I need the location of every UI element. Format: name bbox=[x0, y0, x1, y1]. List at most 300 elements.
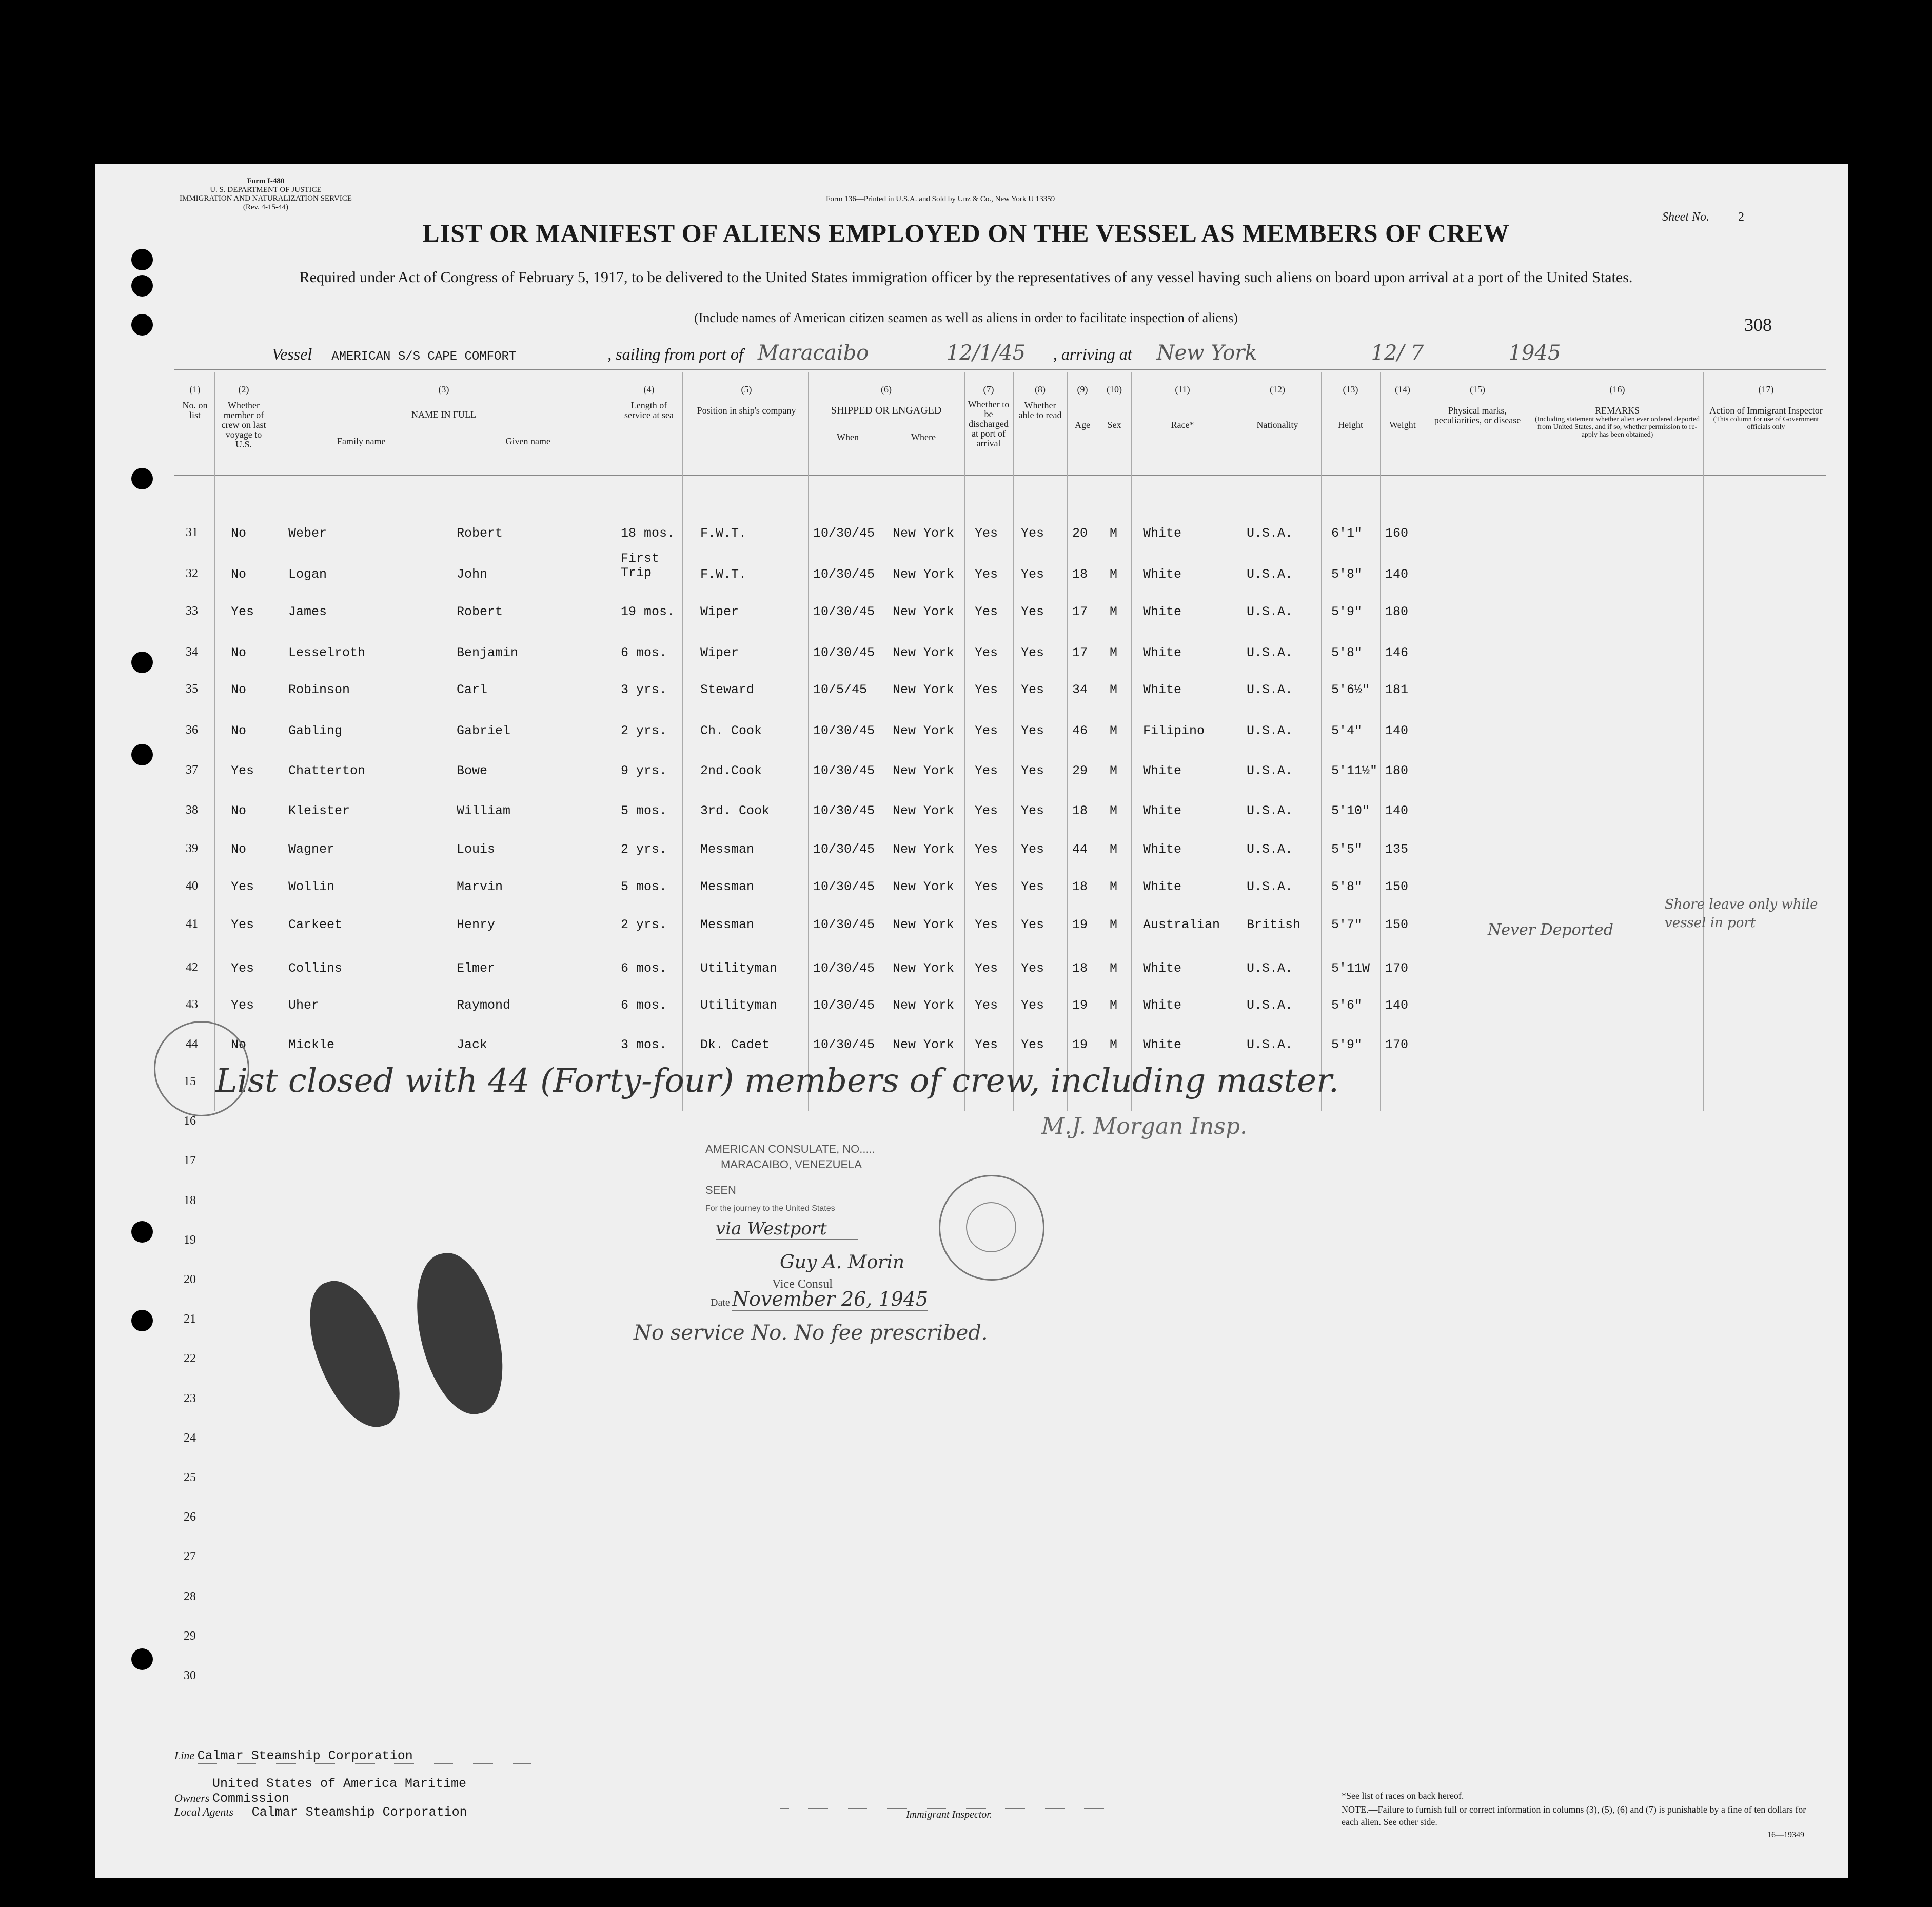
col-header-read: (8) Whether able to read bbox=[1018, 384, 1062, 420]
given-name: Robert bbox=[457, 604, 503, 619]
to-be-discharged: Yes bbox=[975, 567, 998, 582]
revision: (Rev. 4-15-44) bbox=[243, 203, 289, 211]
line-number: 15 bbox=[184, 1075, 196, 1088]
race: White bbox=[1143, 998, 1182, 1013]
age: 17 bbox=[1072, 604, 1088, 619]
nationality: U.S.A. bbox=[1247, 604, 1293, 619]
given-name: Jack bbox=[457, 1037, 488, 1052]
weight: 181 bbox=[1385, 682, 1409, 697]
given-name: John bbox=[457, 567, 488, 582]
punch-hole bbox=[131, 1221, 153, 1243]
last-voyage: Yes bbox=[231, 961, 254, 976]
consulate-line2: MARACAIBO, VENEZUELA bbox=[721, 1158, 862, 1171]
last-voyage: No bbox=[231, 682, 247, 697]
consulate-via: via Westport bbox=[716, 1218, 858, 1240]
shipped-where: New York bbox=[893, 961, 955, 976]
last-voyage: Yes bbox=[231, 917, 254, 932]
col-divider bbox=[808, 372, 809, 1111]
race: White bbox=[1143, 526, 1182, 541]
line-label: Line bbox=[174, 1749, 195, 1762]
given-name: Gabriel bbox=[457, 723, 511, 738]
age: 18 bbox=[1072, 879, 1088, 894]
inspector-initials: M.J. Morgan Insp. bbox=[1041, 1113, 1247, 1139]
age: 19 bbox=[1072, 998, 1088, 1013]
col-divider bbox=[964, 372, 965, 1111]
last-voyage: No bbox=[231, 526, 247, 541]
row-no: 42 bbox=[186, 961, 198, 974]
height: 5'9" bbox=[1331, 1037, 1363, 1052]
col-divider bbox=[1131, 372, 1132, 1111]
position: Messman bbox=[700, 917, 755, 932]
col-divider bbox=[1067, 372, 1068, 1111]
col-header-race: (11) Race* bbox=[1171, 384, 1194, 430]
weight: 140 bbox=[1385, 803, 1409, 818]
to-be-discharged: Yes bbox=[975, 604, 998, 619]
row-no: 35 bbox=[186, 682, 198, 696]
col-header-weight: (14) Weight bbox=[1389, 384, 1416, 430]
nationality: U.S.A. bbox=[1247, 998, 1293, 1013]
shipped-when: 10/30/45 bbox=[813, 1037, 875, 1052]
form-agency-block bbox=[180, 177, 352, 212]
consulate-journey: For the journey to the United States bbox=[705, 1204, 835, 1213]
weight: 140 bbox=[1385, 567, 1409, 582]
to-be-discharged: Yes bbox=[975, 961, 998, 976]
height: 5'8" bbox=[1331, 879, 1363, 894]
line-number: 29 bbox=[184, 1629, 196, 1643]
row-no: 38 bbox=[186, 803, 198, 817]
able-to-read: Yes bbox=[1021, 1037, 1044, 1052]
shipped-when: 10/5/45 bbox=[813, 682, 868, 697]
col-header-action: (17) Action of Immigrant Inspector (This column for use of Government officials only bbox=[1706, 385, 1826, 431]
consulate-stamp bbox=[705, 1142, 875, 1216]
age: 19 bbox=[1072, 1037, 1088, 1052]
able-to-read: Yes bbox=[1021, 961, 1044, 976]
race: White bbox=[1143, 604, 1182, 619]
stamp-number: 308 bbox=[1744, 314, 1772, 335]
height: 5'6½" bbox=[1331, 682, 1370, 697]
agents-label: Local Agents bbox=[174, 1805, 234, 1818]
sex: M bbox=[1110, 723, 1118, 738]
last-voyage: Yes bbox=[231, 879, 254, 894]
race: White bbox=[1143, 567, 1182, 582]
line-number: 20 bbox=[184, 1273, 196, 1286]
department: U. S. DEPARTMENT OF JUSTICE bbox=[210, 186, 322, 194]
able-to-read: Yes bbox=[1021, 803, 1044, 818]
punch-hole bbox=[131, 1648, 153, 1670]
weight: 180 bbox=[1385, 604, 1409, 619]
inspector-signature-line bbox=[780, 1808, 1118, 1821]
table-top-rule bbox=[174, 369, 1826, 370]
age: 18 bbox=[1072, 803, 1088, 818]
inspector-label: Immigrant Inspector. bbox=[906, 1809, 992, 1820]
shipped-when: 10/30/45 bbox=[813, 526, 875, 541]
height: 5'7" bbox=[1331, 917, 1363, 932]
shipped-where: New York bbox=[893, 763, 955, 778]
form-number: Form I-480 bbox=[247, 177, 285, 185]
weight: 140 bbox=[1385, 998, 1409, 1013]
races-note: *See list of races on back hereof. bbox=[1342, 1791, 1464, 1801]
given-name: Marvin bbox=[457, 879, 503, 894]
family-name: Kleister bbox=[288, 803, 350, 818]
col-header-position: (5) Position in ship's company bbox=[697, 384, 796, 416]
line-number: 26 bbox=[184, 1510, 196, 1524]
row-no: 36 bbox=[186, 723, 198, 737]
col-divider bbox=[1321, 372, 1322, 1111]
sex: M bbox=[1110, 1037, 1118, 1052]
line-number: 30 bbox=[184, 1669, 196, 1682]
shipped-where: New York bbox=[893, 803, 955, 818]
when-label: When bbox=[837, 432, 859, 442]
family-name: Lesselroth bbox=[288, 645, 366, 660]
agents-value: Calmar Steamship Corporation bbox=[236, 1805, 549, 1820]
to-be-discharged: Yes bbox=[975, 526, 998, 541]
last-voyage: Yes bbox=[231, 998, 254, 1013]
shipped-when: 10/30/45 bbox=[813, 567, 875, 582]
able-to-read: Yes bbox=[1021, 526, 1044, 541]
row-no: 40 bbox=[186, 879, 198, 893]
service-length: 19 mos. bbox=[621, 604, 675, 619]
weight: 135 bbox=[1385, 842, 1409, 857]
row-no: 37 bbox=[186, 763, 198, 777]
penalty-note: NOTE.—Failure to furnish full or correct information in columns (3), (5), (6) and (7) is punishable by a fine of ten dollars for each alien. See other side. bbox=[1342, 1804, 1806, 1827]
given-name-label: Given name bbox=[505, 436, 550, 446]
able-to-read: Yes bbox=[1021, 723, 1044, 738]
given-name: Benjamin bbox=[457, 645, 519, 660]
given-name: Bowe bbox=[457, 763, 488, 778]
arriving-label: , arriving at bbox=[1053, 345, 1132, 363]
owners-label: Owners bbox=[174, 1792, 210, 1804]
sex: M bbox=[1110, 998, 1118, 1013]
family-name: Wagner bbox=[288, 842, 335, 857]
row-no: 41 bbox=[186, 917, 198, 931]
line-number: 18 bbox=[184, 1194, 196, 1207]
position: Ch. Cook bbox=[700, 723, 762, 738]
nationality: U.S.A. bbox=[1247, 1037, 1293, 1052]
weight: 170 bbox=[1385, 1037, 1409, 1052]
consulate-date: November 26, 1945 bbox=[732, 1288, 929, 1310]
race: White bbox=[1143, 1037, 1182, 1052]
able-to-read: Yes bbox=[1021, 763, 1044, 778]
nationality: U.S.A. bbox=[1247, 803, 1293, 818]
family-name: Carkeet bbox=[288, 917, 343, 932]
age: 44 bbox=[1072, 842, 1088, 857]
family-name: James bbox=[288, 604, 327, 619]
sex: M bbox=[1110, 645, 1118, 660]
shipped-when: 10/30/45 bbox=[813, 763, 875, 778]
weight: 170 bbox=[1385, 961, 1409, 976]
nationality: U.S.A. bbox=[1247, 723, 1293, 738]
to-be-discharged: Yes bbox=[975, 879, 998, 894]
weight: 150 bbox=[1385, 879, 1409, 894]
height: 5'8" bbox=[1331, 567, 1363, 582]
service-length: 9 yrs. bbox=[621, 763, 667, 778]
punch-hole bbox=[131, 468, 153, 489]
sheet-no-value: 2 bbox=[1723, 210, 1760, 224]
sex: M bbox=[1110, 763, 1118, 778]
race: White bbox=[1143, 803, 1182, 818]
race: White bbox=[1143, 961, 1182, 976]
nationality: U.S.A. bbox=[1247, 567, 1293, 582]
col-divider bbox=[1703, 372, 1704, 1111]
punch-hole bbox=[131, 1310, 153, 1331]
shipped-where: New York bbox=[893, 645, 955, 660]
service-length: 5 mos. bbox=[621, 803, 667, 818]
col-header-sex: (10) Sex bbox=[1107, 384, 1122, 430]
sex: M bbox=[1110, 526, 1118, 541]
col-header-last-voyage: (2) Whether member of crew on last voyage to U.S. bbox=[221, 384, 266, 449]
service-length: 2 yrs. bbox=[621, 917, 667, 932]
shipped-when: 10/30/45 bbox=[813, 604, 875, 619]
family-name: Chatterton bbox=[288, 763, 366, 778]
race: White bbox=[1143, 879, 1182, 894]
given-name: Elmer bbox=[457, 961, 496, 976]
page-title: LIST OR MANIFEST OF ALIENS EMPLOYED ON THE VESSEL AS MEMBERS OF CREW bbox=[422, 219, 1510, 247]
sex: M bbox=[1110, 803, 1118, 818]
col-header-name: (3) NAME IN FULL Family name Given name bbox=[277, 385, 610, 446]
shipped-where: New York bbox=[893, 682, 955, 697]
departure-port: Maracaibo bbox=[747, 341, 942, 365]
able-to-read: Yes bbox=[1021, 879, 1044, 894]
line-number: 24 bbox=[184, 1431, 196, 1445]
position: Utilityman bbox=[700, 961, 778, 976]
nationality: U.S.A. bbox=[1247, 682, 1293, 697]
row41-action: Shore leave only while vessel in port bbox=[1665, 897, 1818, 931]
height: 5'5" bbox=[1331, 842, 1363, 857]
consul-signature: Guy A. Morin bbox=[780, 1252, 905, 1273]
shipped-where: New York bbox=[893, 604, 955, 619]
service-length: 2 yrs. bbox=[621, 723, 667, 738]
position: 3rd. Cook bbox=[700, 803, 770, 818]
position: Dk. Cadet bbox=[700, 1037, 770, 1052]
able-to-read: Yes bbox=[1021, 998, 1044, 1013]
position: 2nd.Cook bbox=[700, 763, 762, 778]
col-header-remarks: (16) REMARKS (Including statement whether alien ever ordered deported from United States, and if so, whether permission to re-apply has been obtained) bbox=[1534, 384, 1700, 439]
shipped-when: 10/30/45 bbox=[813, 879, 875, 894]
family-name: Logan bbox=[288, 567, 327, 582]
fee-note: No service No. No fee prescribed. bbox=[634, 1321, 988, 1345]
to-be-discharged: Yes bbox=[975, 803, 998, 818]
consulate-seen: SEEN bbox=[705, 1184, 736, 1196]
position: Messman bbox=[700, 879, 755, 894]
nationality: U.S.A. bbox=[1247, 526, 1293, 541]
service-length: 6 mos. bbox=[621, 998, 667, 1013]
form-code: 16—19349 bbox=[1767, 1831, 1804, 1839]
sailing-date: 12/1/45 bbox=[947, 341, 1049, 365]
shipped-where: New York bbox=[893, 526, 955, 541]
given-name: Carl bbox=[457, 682, 488, 697]
shipped-when: 10/30/45 bbox=[813, 998, 875, 1013]
given-name: Henry bbox=[457, 917, 496, 932]
shipped-where: New York bbox=[893, 842, 955, 857]
col-header-marks: (15) Physical marks, peculiarities, or disease bbox=[1434, 384, 1521, 425]
row41-remarks: Never Deported bbox=[1488, 921, 1614, 939]
last-voyage: No bbox=[231, 645, 247, 660]
include-note: (Include names of American citizen seamen as well as aliens in order to facilitate inspection of aliens) bbox=[694, 310, 1238, 325]
height: 5'10" bbox=[1331, 803, 1370, 818]
family-name: Gabling bbox=[288, 723, 343, 738]
row-no: 43 bbox=[186, 998, 198, 1011]
vessel-name: AMERICAN S/S CAPE COMFORT bbox=[331, 350, 603, 364]
family-name: Mickle bbox=[288, 1037, 335, 1052]
race: Australian bbox=[1143, 917, 1220, 932]
line-number: 19 bbox=[184, 1233, 196, 1247]
height: 5'11W bbox=[1331, 961, 1370, 976]
row-no: 33 bbox=[186, 604, 198, 618]
vessel-line bbox=[272, 341, 1561, 365]
date-label: Date bbox=[711, 1297, 730, 1308]
col-header-shipped: (6) SHIPPED OR ENGAGED When Where bbox=[811, 385, 962, 442]
shipped-where: New York bbox=[893, 1037, 955, 1052]
to-be-discharged: Yes bbox=[975, 682, 998, 697]
col-header-no: (1) No. on list bbox=[182, 384, 208, 420]
where-label: Where bbox=[911, 432, 936, 442]
consulate-date-line bbox=[711, 1288, 928, 1310]
race: White bbox=[1143, 645, 1182, 660]
able-to-read: Yes bbox=[1021, 842, 1044, 857]
given-name: Robert bbox=[457, 526, 503, 541]
service-length: 3 yrs. bbox=[621, 682, 667, 697]
last-voyage: No bbox=[231, 842, 247, 857]
age: 34 bbox=[1072, 682, 1088, 697]
line-number: 23 bbox=[184, 1392, 196, 1405]
weight: 146 bbox=[1385, 645, 1409, 660]
line-number: 16 bbox=[184, 1114, 196, 1128]
nationality: U.S.A. bbox=[1247, 879, 1293, 894]
position: F.W.T. bbox=[700, 526, 747, 541]
race: Filipino bbox=[1143, 723, 1205, 738]
arrival-year: 1945 bbox=[1508, 341, 1561, 365]
punch-hole bbox=[131, 652, 153, 673]
shipped-where: New York bbox=[893, 567, 955, 582]
consulate-seal bbox=[939, 1175, 1044, 1281]
shipped-where: New York bbox=[893, 917, 955, 932]
vessel-label: Vessel bbox=[272, 345, 312, 363]
nationality: U.S.A. bbox=[1247, 842, 1293, 857]
sex: M bbox=[1110, 879, 1118, 894]
consul-title: Vice Consul bbox=[772, 1277, 833, 1291]
age: 20 bbox=[1072, 526, 1088, 541]
weight: 180 bbox=[1385, 763, 1409, 778]
last-voyage: Yes bbox=[231, 604, 254, 619]
line-number: 27 bbox=[184, 1550, 196, 1563]
nationality: U.S.A. bbox=[1247, 763, 1293, 778]
col-header-service: (4) Length of service at sea bbox=[624, 384, 674, 420]
shipped-where: New York bbox=[893, 998, 955, 1013]
able-to-read: Yes bbox=[1021, 567, 1044, 582]
footer-line bbox=[174, 1748, 531, 1764]
given-name: Raymond bbox=[457, 998, 511, 1013]
sailing-label: , sailing from port of bbox=[607, 345, 743, 363]
position: F.W.T. bbox=[700, 567, 747, 582]
closing-note: List closed with 44 (Forty-four) members of crew, including master. bbox=[215, 1062, 1339, 1100]
nationality: U.S.A. bbox=[1247, 645, 1293, 660]
to-be-discharged: Yes bbox=[975, 723, 998, 738]
given-name: Louis bbox=[457, 842, 496, 857]
shipped-when: 10/30/45 bbox=[813, 842, 875, 857]
height: 5'11½" bbox=[1331, 763, 1378, 778]
row-no: 39 bbox=[186, 842, 198, 855]
line-number: 21 bbox=[184, 1312, 196, 1326]
sex: M bbox=[1110, 604, 1118, 619]
shipped-where: New York bbox=[893, 723, 955, 738]
height: 5'6" bbox=[1331, 998, 1363, 1013]
col-divider bbox=[682, 372, 683, 1111]
to-be-discharged: Yes bbox=[975, 917, 998, 932]
race: White bbox=[1143, 682, 1182, 697]
service-length: 6 mos. bbox=[621, 961, 667, 976]
last-voyage: Yes bbox=[231, 763, 254, 778]
service-length: First Trip bbox=[621, 551, 660, 580]
race: White bbox=[1143, 763, 1182, 778]
nationality: British bbox=[1247, 917, 1301, 932]
line-number: 22 bbox=[184, 1352, 196, 1365]
col-divider bbox=[214, 372, 215, 1111]
to-be-discharged: Yes bbox=[975, 1037, 998, 1052]
service: IMMIGRATION AND NATURALIZATION SERVICE bbox=[180, 194, 352, 203]
line-number: 28 bbox=[184, 1590, 196, 1603]
col-header-discharge: (7) Whether to be discharged at port of arrival bbox=[968, 384, 1010, 448]
action-note: (This column for use of Government officials only bbox=[1713, 416, 1819, 431]
sex: M bbox=[1110, 961, 1118, 976]
last-voyage: No bbox=[231, 723, 247, 738]
footer-owners bbox=[174, 1776, 546, 1806]
footer-agents bbox=[174, 1805, 549, 1820]
position: Wiper bbox=[700, 604, 739, 619]
punch-hole bbox=[131, 249, 153, 270]
sex: M bbox=[1110, 917, 1118, 932]
height: 5'8" bbox=[1331, 645, 1363, 660]
col-header-nationality: (12) Nationality bbox=[1256, 384, 1298, 430]
family-name: Collins bbox=[288, 961, 343, 976]
family-name-label: Family name bbox=[337, 436, 386, 446]
position: Messman bbox=[700, 842, 755, 857]
to-be-discharged: Yes bbox=[975, 998, 998, 1013]
last-voyage: No bbox=[231, 1037, 247, 1052]
given-name: William bbox=[457, 803, 511, 818]
age: 18 bbox=[1072, 567, 1088, 582]
col-header-age: (9) Age bbox=[1075, 384, 1090, 430]
remarks-note: (Including statement whether alien ever ordered deported from United States, and if so, whether permission to re-apply has been obtained) bbox=[1534, 416, 1700, 439]
consulate-seal-partial bbox=[154, 1021, 249, 1116]
position: Steward bbox=[700, 682, 755, 697]
able-to-read: Yes bbox=[1021, 682, 1044, 697]
family-name: Robinson bbox=[288, 682, 350, 697]
service-length: 5 mos. bbox=[621, 879, 667, 894]
service-length: 18 mos. bbox=[621, 526, 675, 541]
col-divider bbox=[1013, 372, 1014, 1111]
last-voyage: No bbox=[231, 567, 247, 582]
able-to-read: Yes bbox=[1021, 645, 1044, 660]
age: 19 bbox=[1072, 917, 1088, 932]
weight: 140 bbox=[1385, 723, 1409, 738]
last-voyage: No bbox=[231, 803, 247, 818]
consulate-line1: AMERICAN CONSULATE, NO..... bbox=[705, 1143, 875, 1155]
col-divider bbox=[1380, 372, 1381, 1111]
line-value: Calmar Steamship Corporation bbox=[198, 1748, 531, 1764]
arrival-date: 12/ 7 bbox=[1330, 341, 1505, 365]
header-bottom-rule bbox=[174, 475, 1826, 476]
shipped-when: 10/30/45 bbox=[813, 645, 875, 660]
height: 5'9" bbox=[1331, 604, 1363, 619]
sheet-no-label: Sheet No. bbox=[1662, 210, 1709, 224]
owners-value: United States of America Maritime Commission bbox=[212, 1776, 546, 1806]
shipped-when: 10/30/45 bbox=[813, 917, 875, 932]
family-name: Weber bbox=[288, 526, 327, 541]
legal-requirement: Required under Act of Congress of February 5, 1917, to be delivered to the United States immigration officer by the representatives of any vessel having such aliens on board upon arrival at a port of the United States. bbox=[299, 269, 1633, 286]
to-be-discharged: Yes bbox=[975, 645, 998, 660]
printer-line: Form 136—Printed in U.S.A. and Sold by Unz & Co., New York U 13359 bbox=[826, 195, 1055, 203]
service-length: 6 mos. bbox=[621, 645, 667, 660]
